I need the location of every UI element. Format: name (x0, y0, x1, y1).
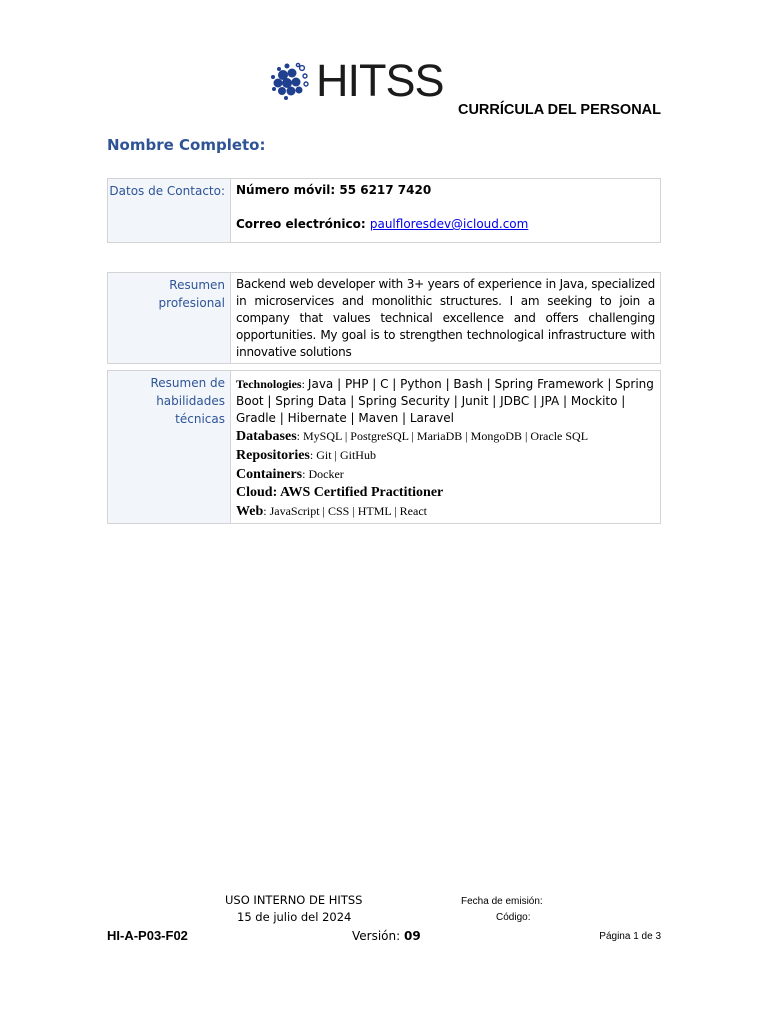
databases-key: Databases (236, 429, 297, 444)
repositories-list: : Git | GitHub (309, 448, 376, 462)
summary-label-line: profesional (158, 296, 225, 310)
skills-table (107, 370, 661, 524)
hitss-logo (270, 55, 444, 106)
repositories-line (236, 446, 655, 465)
contact-label: Datos de Contacto: (108, 179, 231, 243)
issue-date-label: Fecha de emisión: (461, 896, 543, 907)
contact-values (231, 179, 661, 243)
footer-date: 15 de julio del 2024 (237, 910, 352, 924)
internal-use-text: USO INTERNO DE HITSS (225, 893, 363, 907)
technologies-line (236, 376, 655, 427)
summary-table (107, 272, 661, 364)
summary-row (108, 273, 661, 364)
skills-label-line: habilidades (156, 394, 225, 408)
hitss-globe-logo-icon (270, 61, 310, 101)
contact-table (107, 178, 661, 243)
repositories-key: Repositories (236, 448, 310, 463)
web-list: : JavaScript | CSS | HTML | React (263, 504, 427, 518)
cloud-line: Cloud: AWS Certified Practitioner (236, 485, 444, 500)
containers-list: : Docker (302, 467, 344, 481)
web-line (236, 502, 655, 521)
version-label: Versión: (352, 929, 404, 943)
email-line (236, 216, 655, 233)
skills-label-line: técnicas (175, 412, 225, 426)
skills-content (231, 371, 661, 524)
containers-key: Containers (236, 467, 303, 482)
web-key: Web (236, 504, 264, 519)
page-number: Página 1 de 3 (599, 931, 661, 942)
skills-label-line: Resumen de (150, 376, 225, 390)
email-link[interactable]: paulfloresdev@icloud.com (369, 217, 529, 231)
version-number: 09 (403, 929, 421, 943)
document-title: CURRÍCULA DEL PERSONAL (457, 102, 661, 118)
summary-text: Backend web developer with 3+ years of experience in Java, specialized in microservices and monolithic structures. I am seeking to join a company that values technical excellence and offers challenging opportunities. My goal is to strengthen technological infrastructure with innovative solutions (231, 273, 661, 364)
phone-number: Número móvil: 55 6217 7420 (236, 183, 432, 197)
technologies-separator: : (301, 377, 308, 391)
document-code: HI-A-P03-F02 (107, 928, 188, 943)
databases-list: : MySQL | PostgreSQL | MariaDB | MongoDB | Oracle SQL (296, 429, 589, 443)
code-label: Código: (496, 912, 531, 923)
summary-label-line: Resumen (169, 278, 225, 292)
technologies-key: Technologies (236, 377, 302, 391)
full-name-label: Nombre Completo: (107, 136, 266, 154)
databases-line (236, 427, 655, 446)
email-label: Correo electrónico: (236, 217, 370, 231)
skills-label (108, 371, 231, 524)
logo-text: HITSS (316, 55, 444, 106)
contact-row (108, 179, 661, 243)
containers-line (236, 465, 655, 484)
summary-label (108, 273, 231, 364)
technologies-list: Java | PHP | C | Python | Bash | Spring Framework | Spring Boot | Spring Data | Spring Security | Junit | JDBC | JPA | Mockito | Gradle | Hibernate | Maven | Laravel (236, 377, 654, 425)
skills-row (108, 371, 661, 524)
version-line (352, 929, 421, 943)
